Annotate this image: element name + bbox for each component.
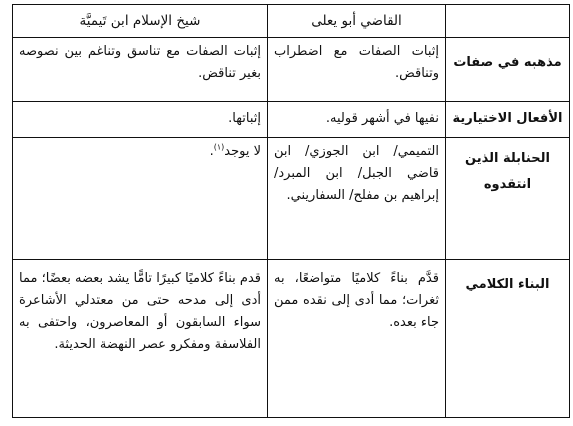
row-label-theological-construct: البناء الكلامي bbox=[446, 260, 570, 418]
cell-ibn-taymiyya-theological-construct: قدم بناءً كلاميًا كبيرًا تامًّا يشد بعضه بعضًا؛ مما أدى إلى مدحه حتى من معتدلي الأشاعرة سواء السابقون أو المعاصرون، واحتفى به الفلاسفة ومفكرو عصر النهضة الحديثة. bbox=[13, 260, 268, 418]
row-label-hanbali-critics: الحنابلة الذين انتقدوه bbox=[446, 138, 570, 260]
cell-abu-yala-theological-construct: قدَّم بناءً كلاميًا متواضعًا، به ثغرات؛ مما أدى إلى نقده ممن جاء بعده. bbox=[268, 260, 446, 418]
cell-abu-yala-voluntary-acts: نفيها في أشهر قوليه. bbox=[268, 102, 446, 138]
table-row bbox=[13, 102, 570, 138]
comparison-table bbox=[12, 4, 570, 418]
cell-ibn-taymiyya-attributes: إثبات الصفات مع تناسق وتناغم بين نصوصه بغير تناقض. bbox=[13, 38, 268, 102]
cell-ibn-taymiyya-hanbali-critics bbox=[13, 138, 268, 260]
row-label-voluntary-acts: الأفعال الاختيارية bbox=[446, 102, 570, 138]
table-row bbox=[13, 138, 570, 260]
table-row bbox=[13, 38, 570, 102]
footnote-marker: (١) bbox=[213, 142, 225, 152]
header-ibn-taymiyya: شيخ الإسلام ابن تَيميَّة bbox=[13, 5, 268, 38]
cell-ibn-taymiyya-voluntary-acts: إثباتها. bbox=[13, 102, 268, 138]
table-row bbox=[13, 260, 570, 418]
cell-ibn-taymiyya-hanbali-critics-text: لا يوجد bbox=[224, 144, 261, 159]
cell-abu-yala-attributes: إثبات الصفات مع اضطراب وتناقض. bbox=[268, 38, 446, 102]
row-label-attributes: مذهبه في صفات bbox=[446, 38, 570, 102]
header-corner-cell bbox=[446, 5, 570, 38]
header-row bbox=[13, 5, 570, 38]
header-abu-yala: القاضي أبو يعلى bbox=[268, 5, 446, 38]
cell-ibn-taymiyya-hanbali-critics-end: . bbox=[209, 144, 214, 159]
cell-abu-yala-hanbali-critics: التميمي/ ابن الجوزي/ ابن قاضي الجبل/ ابن المبرد/ إبراهيم بن مفلح/ السفاريني. bbox=[268, 138, 446, 260]
